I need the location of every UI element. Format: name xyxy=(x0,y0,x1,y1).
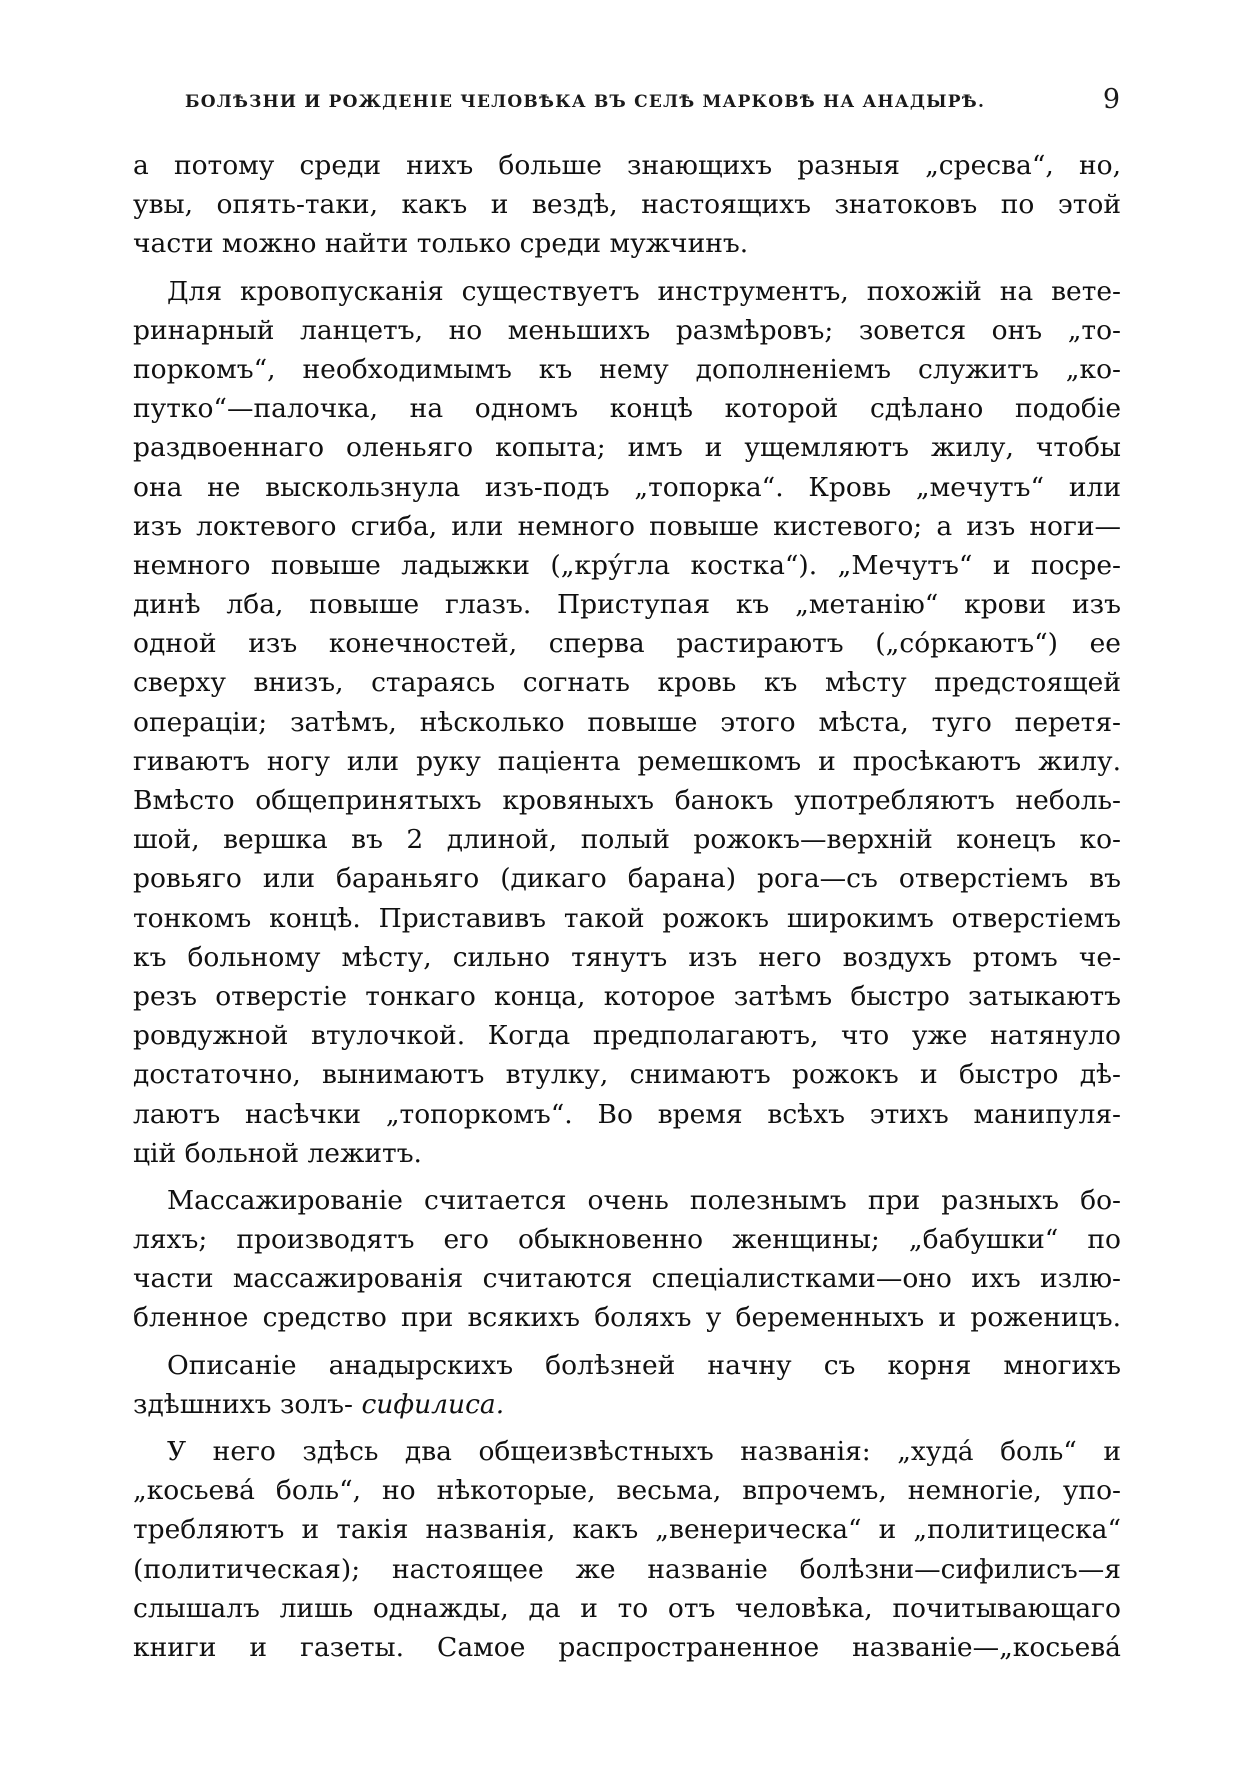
text-line: поркомъ“, необходимымъ къ нему дополненіемъ служитъ „ко- xyxy=(133,353,1121,385)
text-line: Для кровопусканія существуетъ инструментъ, похожій на вете- xyxy=(167,275,1121,307)
text-line: цій больной лежитъ. xyxy=(133,1137,422,1169)
paragraph-2 xyxy=(133,272,1121,1173)
text-line: книги и газеты. Самое распространенное названіе—„косьева́ xyxy=(133,1631,1121,1663)
text-line: немного повыше ладыжки („кру́гла костка“). „Мечутъ“ и посре- xyxy=(133,549,1121,581)
text-line: части массажированія считаются спеціалистками—оно ихъ излю- xyxy=(133,1263,1121,1295)
text-line: одной изъ конечностей, сперва растираютъ („со́ркаютъ“) ее xyxy=(133,628,1121,660)
text-line: У него здѣсь два общеизвѣстныхъ названія: „худа́ боль“ и xyxy=(167,1436,1121,1467)
text-line: резъ отверстіе тонкаго конца, которое затѣмъ быстро затыкаютъ xyxy=(133,980,1121,1012)
text-line: путко“—палочка, на одномъ концѣ которой сдѣлано подобіе xyxy=(133,393,1121,425)
paragraph-5 xyxy=(133,1432,1121,1667)
text-line: слышалъ лишь однажды, да и то отъ человѣка, почитывающаго xyxy=(133,1592,1121,1624)
text-line: она не выскользнула изъ-подъ „топорка“. Кровь „мечутъ“ или xyxy=(133,471,1121,503)
text-line: къ больному мѣсту, сильно тянутъ изъ него воздухъ ртомъ че- xyxy=(133,941,1121,973)
text-line: Вмѣсто общепринятыхъ кровяныхъ банокъ употребляютъ неболь- xyxy=(133,785,1121,816)
text-line: бленное средство при всякихъ боляхъ у беременныхъ и роженицъ. xyxy=(133,1302,1121,1334)
text-line xyxy=(133,1385,1121,1424)
running-title: БОЛѢЗНИ И РОЖДЕНІЕ ЧЕЛОВѢКА ВЪ СЕЛѢ МАРКОВѢ НА АНАДЫРѢ. xyxy=(185,92,986,112)
paragraph-3 xyxy=(133,1181,1121,1338)
text-line: ровдужной втулочкой. Когда предполагаютъ, что уже натянуло xyxy=(133,1020,1121,1052)
text-line: тонкомъ концѣ. Приставивъ такой рожокъ широкимъ отверстіемъ xyxy=(133,902,1121,934)
text-line: раздвоеннаго оленьяго копыта; имъ и ущемляютъ жилу, чтобы xyxy=(133,432,1121,464)
body-text xyxy=(133,146,1121,1675)
paragraph-4 xyxy=(133,1346,1121,1424)
text-line: операціи; затѣмъ, нѣсколько повыше этого мѣста, туго перетя- xyxy=(133,706,1121,738)
text-line: а потому среди нихъ больше знающихъ разныя „сресва“, но, xyxy=(133,150,1121,181)
text-line: сверху внизъ, стараясь согнать кровь къ мѣсту предстоящей xyxy=(133,667,1121,699)
text-line: части можно найти только среди мужчинъ. xyxy=(133,228,749,260)
paragraph-1 xyxy=(133,146,1121,264)
text-line: „косьева́ боль“, но нѣкоторые, весьма, впрочемъ, немногіе, упо- xyxy=(133,1475,1121,1507)
text-line: Массажированіе считается очень полезнымъ при разныхъ бо- xyxy=(167,1184,1121,1216)
text-fragment: здѣшнихъ золъ- xyxy=(133,1388,353,1420)
text-line: достаточно, вынимаютъ втулку, снимаютъ рожокъ и быстро дѣ- xyxy=(133,1059,1121,1091)
text-line: гиваютъ ногу или руку паціента ремешкомъ и просѣкаютъ жилу. xyxy=(133,745,1121,777)
text-line: ляхъ; производятъ его обыкновенно женщины; „бабушки“ по xyxy=(133,1224,1121,1256)
text-line: изъ локтевого сгиба, или немного повыше кистевого; а изъ ноги— xyxy=(133,510,1121,542)
text-line: требляютъ и такія названія, какъ „венерическа“ и „политицеска“ xyxy=(133,1514,1121,1546)
text-line: динѣ лба, повыше глазъ. Приступая къ „метанію“ крови изъ xyxy=(133,589,1121,621)
text-line: шой, вершка въ 2 длиной, полый рожокъ—верхній конецъ ко- xyxy=(133,824,1121,856)
text-line: (политическая); настоящее же названіе болѣзни—сифилисъ—я xyxy=(133,1553,1121,1585)
running-header xyxy=(185,86,1120,120)
text-line: лаютъ насѣчки „топоркомъ“. Во время всѣхъ этихъ манипуля- xyxy=(133,1098,1121,1130)
italic-term: сифилиса. xyxy=(361,1388,505,1420)
text-line: увы, опять-таки, какъ и вездѣ, настоящихъ знатоковъ по этой xyxy=(133,189,1121,221)
text-line: ринарный ланцетъ, но меньшихъ размѣровъ; зовется онъ „то- xyxy=(133,314,1121,346)
page-number: 9 xyxy=(1102,84,1120,115)
text-line: Описаніе анадырскихъ болѣзней начну съ корня многихъ xyxy=(167,1349,1121,1381)
text-line: ровьяго или бараньяго (дикаго барана) рога—съ отверстіемъ въ xyxy=(133,863,1121,895)
